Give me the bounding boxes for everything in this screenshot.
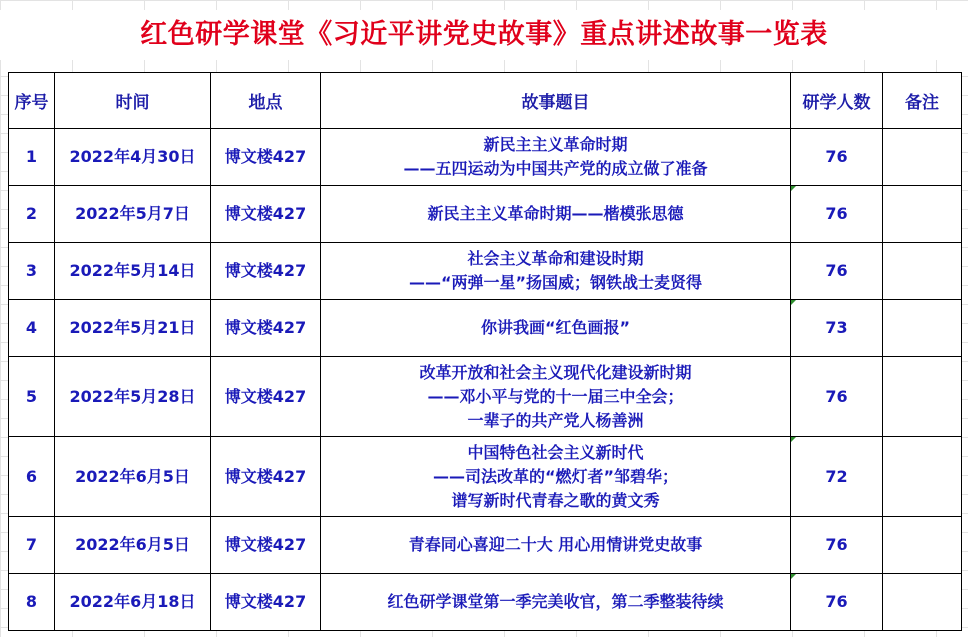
cell-note[interactable] — [883, 129, 962, 186]
topic-line: 社会主义革命和建设时期 — [467, 249, 644, 268]
cell-index[interactable]: 2 — [9, 186, 55, 243]
cell-note[interactable] — [883, 517, 962, 574]
cell-count[interactable]: 76 — [791, 243, 883, 300]
cell-index[interactable]: 4 — [9, 300, 55, 357]
cell-note[interactable] — [883, 243, 962, 300]
cell-topic[interactable] — [321, 437, 791, 517]
header-topic[interactable]: 故事题目 — [321, 73, 791, 129]
cell-count[interactable]: 76 — [791, 357, 883, 437]
topic-line: 一辈子的共产党人杨善洲 — [467, 410, 644, 430]
cell-topic[interactable] — [321, 300, 791, 357]
table-row — [9, 574, 962, 631]
topic-line: 中国特色社会主义新时代 — [467, 442, 644, 462]
cell-note[interactable] — [883, 574, 962, 631]
cell-topic[interactable] — [321, 186, 791, 243]
cell-topic[interactable] — [321, 517, 791, 574]
header-date[interactable]: 时间 — [55, 73, 211, 129]
topic-line: 你讲我画“红色画报” — [480, 318, 631, 337]
cell-count[interactable]: 76 — [791, 129, 883, 186]
cell-count[interactable]: 73 — [791, 300, 883, 357]
cell-index[interactable]: 8 — [9, 574, 55, 631]
cell-note[interactable] — [883, 186, 962, 243]
cell-topic[interactable] — [321, 574, 791, 631]
cell-place[interactable]: 博文楼427 — [211, 437, 321, 517]
cell-count[interactable]: 72 — [791, 437, 883, 517]
cell-date[interactable]: 2022年5月14日 — [55, 243, 211, 300]
topic-line: 改革开放和社会主义现代化建设新时期 — [419, 362, 692, 382]
header-note[interactable]: 备注 — [883, 73, 962, 129]
table-row — [9, 517, 962, 574]
cell-place[interactable]: 博文楼427 — [211, 517, 321, 574]
cell-date[interactable]: 2022年5月28日 — [55, 357, 211, 437]
topic-line: 青春同心喜迎二十大 用心用情讲党史故事 — [408, 535, 703, 554]
cell-place[interactable]: 博文楼427 — [211, 300, 321, 357]
sheet-title: 红色研学课堂《习近平讲党史故事》重点讲述故事一览表 — [0, 10, 968, 60]
table-row — [9, 437, 962, 517]
topic-line: ——“两弹一星”扬国威；钢铁战士麦贤得 — [408, 273, 703, 292]
cell-place[interactable]: 博文楼427 — [211, 574, 321, 631]
cell-count[interactable]: 76 — [791, 517, 883, 574]
cell-date[interactable]: 2022年6月18日 — [55, 574, 211, 631]
cell-date[interactable]: 2022年6月5日 — [55, 437, 211, 517]
cell-date[interactable]: 2022年4月30日 — [55, 129, 211, 186]
cell-index[interactable]: 5 — [9, 357, 55, 437]
cell-topic[interactable] — [321, 357, 791, 437]
topic-line: 谱写新时代青春之歌的黄文秀 — [451, 490, 660, 510]
cell-index[interactable]: 6 — [9, 437, 55, 517]
cell-place[interactable]: 博文楼427 — [211, 357, 321, 437]
cell-topic[interactable] — [321, 243, 791, 300]
table-row — [9, 186, 962, 243]
cell-note[interactable] — [883, 357, 962, 437]
cell-date[interactable]: 2022年5月21日 — [55, 300, 211, 357]
cell-count[interactable]: 76 — [791, 574, 883, 631]
header-row — [9, 73, 962, 129]
cell-topic[interactable] — [321, 129, 791, 186]
header-count[interactable]: 研学人数 — [791, 73, 883, 129]
topic-line: 新民主主义革命时期——楷模张思德 — [427, 204, 684, 223]
header-place[interactable]: 地点 — [211, 73, 321, 129]
topic-line: ——五四运动为中国共产党的成立做了准备 — [403, 159, 708, 178]
header-index[interactable]: 序号 — [9, 73, 55, 129]
cell-place[interactable]: 博文楼427 — [211, 243, 321, 300]
cell-index[interactable]: 3 — [9, 243, 55, 300]
topic-line: ——邓小平与党的十一届三中全会； — [427, 386, 684, 406]
table-row — [9, 300, 962, 357]
cell-note[interactable] — [883, 300, 962, 357]
cell-date[interactable]: 2022年6月5日 — [55, 517, 211, 574]
cell-note[interactable] — [883, 437, 962, 517]
topic-line: 红色研学课堂第一季完美收官，第二季整装待续 — [387, 592, 724, 611]
cell-index[interactable]: 1 — [9, 129, 55, 186]
story-table — [8, 72, 962, 631]
topic-line: 新民主主义革命时期 — [483, 135, 628, 154]
table-row — [9, 243, 962, 300]
cell-index[interactable]: 7 — [9, 517, 55, 574]
table-row — [9, 357, 962, 437]
cell-date[interactable]: 2022年5月7日 — [55, 186, 211, 243]
cell-place[interactable]: 博文楼427 — [211, 186, 321, 243]
topic-line: ——司法改革的“燃灯者”邹碧华； — [432, 466, 679, 486]
cell-place[interactable]: 博文楼427 — [211, 129, 321, 186]
cell-count[interactable]: 76 — [791, 186, 883, 243]
table-row — [9, 129, 962, 186]
